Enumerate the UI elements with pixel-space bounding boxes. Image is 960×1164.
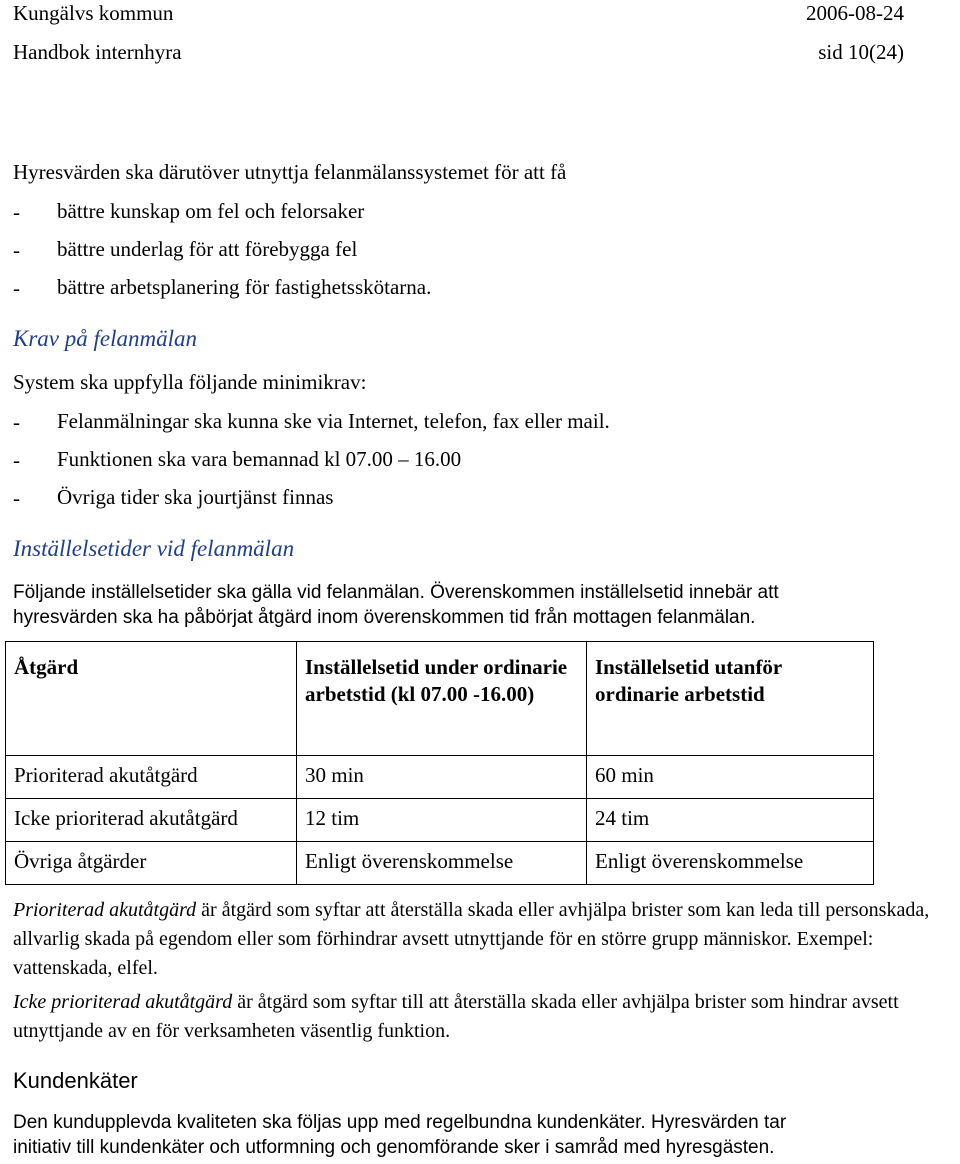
table-header-cell: Inställelsetid utanför ordinarie arbetstid <box>587 642 874 756</box>
table-cell: Enligt överenskommelse <box>297 842 587 885</box>
table-cell: 12 tim <box>297 799 587 842</box>
table-cell: 24 tim <box>587 799 874 842</box>
list-dash: - <box>13 276 20 300</box>
header-date: 2006-08-24 <box>806 1 904 25</box>
list-dash: - <box>13 486 20 510</box>
definition-term: Icke prioriterad akutåtgärd <box>13 991 233 1013</box>
definition-icke-prioriterad <box>13 988 943 1046</box>
header-page-number: sid 10(24) <box>818 40 904 64</box>
table-header-row <box>6 642 874 756</box>
list-dash: - <box>13 410 20 434</box>
definition-term: Prioriterad akutåtgärd <box>13 899 197 921</box>
list-dash: - <box>13 200 20 224</box>
header-org: Kungälvs kommun <box>13 1 174 25</box>
krav-item-3: Övriga tider ska jourtjänst finnas <box>57 485 334 509</box>
definition-prioriterad <box>13 896 943 983</box>
krav-item-1: Felanmälningar ska kunna ske via Internet, telefon, fax eller mail. <box>57 409 610 433</box>
intro-item-2: bättre underlag för att förebygga fel <box>57 237 358 261</box>
table-cell: Enligt överenskommelse <box>587 842 874 885</box>
section-heading-krav: Krav på felanmälan <box>13 326 197 351</box>
installelse-para-line-1: Följande inställelsetider ska gälla vid felanmälan. Överenskommen inställelsetid innebär att <box>13 582 779 603</box>
table-cell: Prioriterad akutåtgärd <box>6 756 297 799</box>
kund-para-line-1: Den kundupplevda kvaliteten ska följas upp med regelbundna kundenkäter. Hyresvärden tar <box>13 1112 787 1133</box>
table-cell: Övriga åtgärder <box>6 842 297 885</box>
table-header-cell: Inställelsetid under ordinarie arbetstid (kl 07.00 -16.00) <box>297 642 587 756</box>
intro-item-1: bättre kunskap om fel och felorsaker <box>57 199 365 223</box>
intro-lead: Hyresvärden ska därutöver utnyttja felanmälanssystemet för att få <box>13 160 567 184</box>
list-dash: - <box>13 238 20 262</box>
table-row <box>6 799 874 842</box>
header-row-1 <box>13 1 904 25</box>
table-cell: 60 min <box>587 756 874 799</box>
table-row <box>6 756 874 799</box>
table-row <box>6 842 874 885</box>
krav-lead: System ska uppfylla följande minimikrav: <box>13 370 367 394</box>
table-cell: 30 min <box>297 756 587 799</box>
header-row-2 <box>13 40 904 64</box>
table-cell: Icke prioriterad akutåtgärd <box>6 799 297 842</box>
installelse-para-line-2: hyresvärden ska ha påbörjat åtgärd inom överenskommen tid från mottagen felanmälan. <box>13 607 756 628</box>
definition-text: är åtgärd som syftar att återställa skada eller avhjälpa brister som kan leda till personskada, allvarlig skada på egendom eller som förhindrar avsett utnyttjande för en större grupp människor. Exempel: vattenskada, elfel. <box>13 899 930 979</box>
header-doc-title: Handbok internhyra <box>13 40 182 64</box>
table-header-cell: Åtgärd <box>6 642 297 756</box>
section-heading-installelsetider: Inställelsetider vid felanmälan <box>13 536 295 561</box>
intro-item-3: bättre arbetsplanering för fastighetsskötarna. <box>57 275 432 299</box>
list-dash: - <box>13 448 20 472</box>
section-heading-kundenkater: Kundenkäter <box>13 1068 138 1093</box>
kund-para-line-2: initiativ till kundenkäter och utformning och genomförande sker i samråd med hyresgästen. <box>13 1137 775 1158</box>
installelsetider-table <box>5 641 874 885</box>
krav-item-2: Funktionen ska vara bemannad kl 07.00 – 16.00 <box>57 447 462 471</box>
definition-text: är åtgärd som syftar till att återställa skada eller avhjälpa brister som hindrar avsett utnyttjande av en för verksamheten väsentlig funktion. <box>13 991 899 1042</box>
